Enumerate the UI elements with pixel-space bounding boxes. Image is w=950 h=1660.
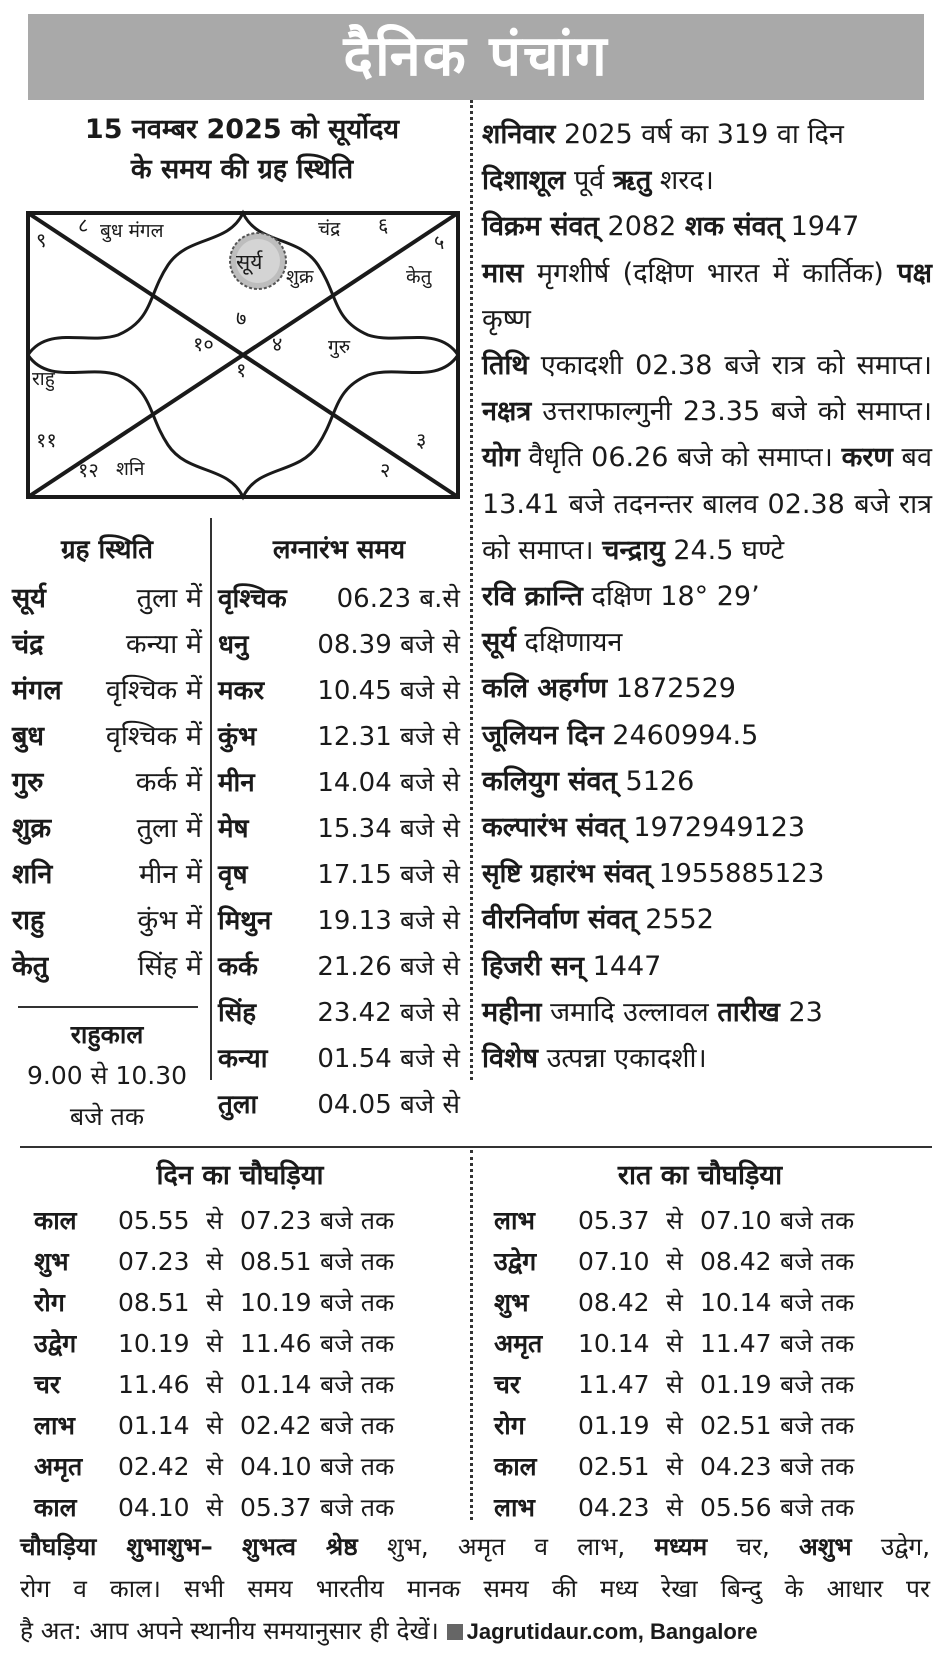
- graha-planet: शुक्र: [12, 813, 52, 844]
- mahina-text: जमादि उल्लावल: [550, 996, 709, 1028]
- house-number-8: ८: [78, 213, 89, 237]
- graha-planet: शनि: [12, 859, 53, 890]
- choghadiya-from: 05.55: [118, 1206, 190, 1235]
- mahina-label: महीना: [482, 996, 542, 1028]
- planet-guru: गुरु: [328, 336, 351, 358]
- graha-rashi: तुला में: [136, 583, 202, 614]
- house-number-12: १२: [78, 458, 99, 482]
- choghadiya-name: चर: [34, 1370, 61, 1399]
- lagna-time: 14.04 बजे से: [317, 768, 460, 798]
- choghadiya-tak: बजे तक: [320, 1411, 395, 1440]
- choghadiya-tak: बजे तक: [780, 1206, 855, 1235]
- graha-sthiti-table: [12, 576, 202, 990]
- choghadiya-to: 05.37: [240, 1493, 312, 1522]
- lagna-time: 23.42 बजे से: [317, 998, 460, 1028]
- choghadiya-row: [34, 1282, 474, 1323]
- choghadiya-row: [494, 1323, 934, 1364]
- choghadiya-tak: बजे तक: [320, 1493, 395, 1522]
- choghadiya-from: 11.47: [578, 1370, 650, 1399]
- choghadiya-to: 01.19: [700, 1370, 772, 1399]
- lagna-row: [218, 714, 460, 760]
- choghadiya-name: अमृत: [494, 1329, 543, 1358]
- graha-rashi: तुला में: [136, 813, 202, 844]
- choghadiya-se: से: [666, 1206, 683, 1235]
- choghadiya-tak: बजे तक: [780, 1452, 855, 1481]
- tarikh-text: 23: [788, 996, 823, 1028]
- kaliyug-label: कलियुग संवत्: [482, 765, 617, 797]
- choghadiya-row: [34, 1405, 474, 1446]
- footer-line3: है अत: आप अपने स्थानीय समयानुसार ही देखें।: [20, 1616, 439, 1645]
- choghadiya-se: से: [206, 1329, 223, 1358]
- choghadiya-se: से: [206, 1452, 223, 1481]
- ritu-text: शरद।: [659, 165, 714, 197]
- choghadiya-to: 04.23: [700, 1452, 772, 1481]
- choghadiya-tak: बजे तक: [320, 1370, 395, 1399]
- house-number-1: १: [236, 358, 247, 382]
- graha-planet: बुध: [12, 721, 45, 752]
- graha-rashi: वृश्चिक में: [105, 721, 202, 752]
- choghadiya-from: 01.19: [578, 1411, 650, 1440]
- kundli-svg: [18, 205, 468, 505]
- graha-row: [12, 898, 202, 944]
- maas-text: मृगशीर्ष (दक्षिण भारत में कार्तिक): [536, 257, 884, 289]
- choghadiya-row: [34, 1487, 474, 1528]
- choghadiya-tak: बजे तक: [320, 1288, 395, 1317]
- choghadiya-se: से: [666, 1411, 683, 1440]
- house-number-10: १०: [193, 332, 214, 356]
- choghadiya-se: से: [206, 1370, 223, 1399]
- chandrayu-label: चन्द्रायु: [602, 534, 665, 566]
- lagna-time: 10.45 बजे से: [317, 676, 460, 706]
- choghadiya-se: से: [666, 1247, 683, 1276]
- graha-rashi: कर्क में: [135, 767, 202, 798]
- lagna-row: [218, 990, 460, 1036]
- graha-row: [12, 668, 202, 714]
- lagna-rashi: कर्क: [218, 952, 258, 982]
- hijri-label: हिजरी सन्: [482, 950, 585, 982]
- lagna-row: [218, 806, 460, 852]
- lagna-row: [218, 576, 460, 622]
- rahukaal-tak: बजे तक: [69, 1102, 145, 1131]
- yog-text: वैधृति 06.26 बजे को समाप्त।: [528, 442, 833, 474]
- choghadiya-name: लाभ: [494, 1206, 536, 1235]
- lagna-row: [218, 1036, 460, 1082]
- day-text: 2025 वर्ष का 319 वा दिन: [563, 119, 844, 150]
- srishti-text: 1955885123: [658, 859, 825, 890]
- lagna-time: 17.15 बजे से: [317, 860, 460, 890]
- choghadiya-from: 04.10: [118, 1493, 190, 1522]
- paksha-text: कृष्ण: [482, 303, 531, 335]
- panchang-details: [482, 112, 932, 1082]
- choghadiya-from: 10.19: [118, 1329, 190, 1358]
- raat-choghadiya-heading: रात का चौघड़िया: [617, 1160, 783, 1191]
- lagna-row: [218, 668, 460, 714]
- lagna-time: 19.13 बजे से: [317, 906, 460, 936]
- choghadiya-name: शुभ: [494, 1288, 529, 1317]
- rahukaal-box: [12, 1014, 202, 1137]
- graha-row: [12, 622, 202, 668]
- planet-budh-mangal: बुध मंगल: [100, 220, 164, 242]
- choghadiya-tak: बजे तक: [780, 1247, 855, 1276]
- raat-choghadiya-table: [494, 1200, 934, 1528]
- lagna-rashi: मीन: [218, 768, 255, 798]
- choghadiya-to: 01.14: [240, 1370, 312, 1399]
- footer-label-ashubh: अशुभ: [799, 1532, 852, 1561]
- choghadiya-se: से: [206, 1411, 223, 1440]
- lagna-rashi: सिंह: [218, 998, 257, 1028]
- choghadiya-tak: बजे तक: [320, 1247, 395, 1276]
- vishesh-label: विशेष: [482, 1043, 538, 1075]
- footer-line2: रोग व काल। सभी समय भारतीय मानक समय की मध्य रेखा बिन्दु के आधार पर: [20, 1574, 930, 1603]
- choghadiya-row: [34, 1446, 474, 1487]
- lagna-rashi: मिथुन: [218, 906, 272, 936]
- graha-sthiti-heading: ग्रह स्थिति: [60, 535, 154, 565]
- choghadiya-tak: बजे तक: [320, 1329, 395, 1358]
- choghadiya-name: उद्वेग: [494, 1247, 537, 1276]
- lagna-time: 04.05 बजे से: [317, 1090, 460, 1120]
- choghadiya-to: 08.51: [240, 1247, 312, 1276]
- choghadiya-row: [494, 1200, 934, 1241]
- choghadiya-se: से: [666, 1370, 683, 1399]
- graha-planet: गुरु: [12, 767, 44, 798]
- lagnarambh-heading: लग्नारंभ समय: [272, 535, 406, 565]
- vishesh-text: उत्पन्ना एकादशी।: [546, 1043, 707, 1075]
- kundli-chart: [18, 205, 468, 505]
- choghadiya-to: 07.10: [700, 1206, 772, 1235]
- choghadiya-from: 02.51: [578, 1452, 650, 1481]
- lagna-row: [218, 760, 460, 806]
- graha-row: [12, 852, 202, 898]
- choghadiya-divider: [20, 1146, 932, 1148]
- tithi-label: तिथि: [482, 350, 529, 382]
- lagna-time: 08.39 बजे से: [317, 630, 460, 660]
- kalparambh-text: 1972949123: [633, 812, 806, 844]
- graha-planet: सूर्य: [12, 583, 46, 614]
- choghadiya-to: 11.46: [240, 1329, 312, 1358]
- surya-ayan-text: दक्षिणायन: [524, 627, 623, 659]
- footer-text-ashubh: उद्वेग,: [880, 1532, 930, 1561]
- choghadiya-from: 08.51: [118, 1288, 190, 1317]
- ritu-label: ऋतु: [612, 165, 652, 197]
- house-number-7: ७: [236, 306, 247, 330]
- graha-row: [12, 760, 202, 806]
- choghadiya-row: [34, 1364, 474, 1405]
- lagna-rashi: तुला: [218, 1090, 258, 1120]
- graha-row: [12, 714, 202, 760]
- veer-text: 2552: [645, 904, 714, 936]
- lagna-row: [218, 1082, 460, 1128]
- choghadiya-from: 04.23: [578, 1493, 650, 1522]
- din-choghadiya-table: [34, 1200, 474, 1528]
- maas-label: मास: [482, 257, 524, 289]
- julian-text: 2460994.5: [612, 719, 759, 751]
- house-number-4: ४: [272, 332, 283, 356]
- choghadiya-se: से: [206, 1247, 223, 1276]
- graha-heading-line1: 15 नवम्बर 2025 को सूर्योदय: [84, 114, 400, 145]
- lagna-row: [218, 898, 460, 944]
- house-number-6: ६: [378, 213, 389, 237]
- shaka-label: शक संवत्: [684, 211, 783, 243]
- dishashool-label: दिशाशूल: [482, 165, 566, 197]
- choghadiya-to: 02.42: [240, 1411, 312, 1440]
- choghadiya-row: [494, 1446, 934, 1487]
- lagna-rashi: वृष: [218, 860, 248, 890]
- choghadiya-se: से: [666, 1452, 683, 1481]
- graha-rashi: सिंह में: [137, 951, 202, 982]
- house-number-2: २: [380, 458, 391, 482]
- choghadiya-row: [494, 1405, 934, 1446]
- lagna-row: [218, 622, 460, 668]
- yog-label: योग: [482, 442, 520, 474]
- choghadiya-se: से: [666, 1329, 683, 1358]
- lagnarambh-table: [218, 576, 460, 1128]
- graha-heading-line2: के समय की ग्रह स्थिति: [130, 154, 354, 185]
- lagna-time: 01.54 बजे से: [317, 1044, 460, 1074]
- choghadiya-to: 10.19: [240, 1288, 312, 1317]
- lagna-rashi: कुंभ: [218, 722, 257, 752]
- hijri-text: 1447: [592, 950, 662, 982]
- choghadiya-se: से: [206, 1493, 223, 1522]
- graha-planet: केतु: [12, 951, 49, 982]
- graha-row: [12, 576, 202, 622]
- nakshatra-text: उत्तराफाल्गुनी 23.35 बजे को समाप्त।: [542, 396, 932, 428]
- veer-label: वीरनिर्वाण संवत्: [482, 904, 637, 936]
- choghadiya-se: से: [206, 1206, 223, 1235]
- planet-shukra: शुक्र: [286, 266, 314, 288]
- choghadiya-from: 02.42: [118, 1452, 190, 1481]
- choghadiya-name: अमृत: [34, 1452, 83, 1481]
- column-divider-left: [210, 518, 212, 1080]
- footer-note: [20, 1526, 930, 1653]
- choghadiya-name: शुभ: [34, 1247, 69, 1276]
- lagna-rashi: मकर: [218, 676, 265, 706]
- kranti-text: दक्षिण 18° 29’: [591, 581, 760, 613]
- lagna-row: [218, 944, 460, 990]
- lagna-time: 21.26 बजे से: [317, 952, 460, 982]
- choghadiya-row: [494, 1241, 934, 1282]
- choghadiya-from: 07.23: [118, 1247, 190, 1276]
- din-choghadiya-heading: दिन का चौघड़िया: [156, 1160, 324, 1191]
- choghadiya-from: 05.37: [578, 1206, 650, 1235]
- footer-site: Jagrutidaur.com, Bangalore: [466, 1619, 758, 1644]
- choghadiya-tak: बजे तक: [780, 1370, 855, 1399]
- house-number-5: ५: [434, 230, 445, 254]
- kalparambh-label: कल्पारंभ संवत्: [482, 812, 625, 844]
- choghadiya-row: [34, 1200, 474, 1241]
- karan-text: बव 13.41 बजे तदनन्तर बालव 02.38 बजे रात्र को समाप्त।: [482, 442, 932, 566]
- vikram-label: विक्रम संवत्: [482, 211, 599, 243]
- choghadiya-name: रोग: [494, 1411, 525, 1440]
- choghadiya-tak: बजे तक: [780, 1411, 855, 1440]
- rahukaal-time: 9.00 से 10.30: [26, 1061, 188, 1090]
- choghadiya-name: काल: [34, 1206, 77, 1235]
- house-number-11: ११: [36, 428, 57, 452]
- choghadiya-row: [494, 1364, 934, 1405]
- shaka-text: 1947: [790, 211, 860, 243]
- graha-rashi: कन्या में: [125, 629, 202, 660]
- choghadiya-name: काल: [34, 1493, 77, 1522]
- choghadiya-to: 02.51: [700, 1411, 772, 1440]
- choghadiya-tak: बजे तक: [780, 1493, 855, 1522]
- lagna-row: [218, 852, 460, 898]
- choghadiya-from: 07.10: [578, 1247, 650, 1276]
- choghadiya-name: लाभ: [34, 1411, 76, 1440]
- choghadiya-name: उद्वेग: [34, 1329, 77, 1358]
- choghadiya-to: 07.23: [240, 1206, 312, 1235]
- rahukaal-divider: [18, 1006, 198, 1008]
- planet-surya: सूर्य: [236, 250, 263, 274]
- choghadiya-tak: बजे तक: [320, 1452, 395, 1481]
- footer-text-shreshth: शुभ, अमृत व लाभ,: [386, 1532, 626, 1561]
- kranti-label: रवि क्रान्ति: [482, 581, 583, 613]
- choghadiya-to: 10.14: [700, 1288, 772, 1317]
- choghadiya-name: लाभ: [494, 1493, 536, 1522]
- house-number-3: ३: [416, 428, 427, 452]
- planet-shani: शनि: [116, 458, 145, 480]
- graha-heading: [22, 110, 462, 190]
- choghadiya-to: 11.47: [700, 1329, 772, 1358]
- choghadiya-tak: बजे तक: [320, 1206, 395, 1235]
- lagna-rashi: मेष: [218, 814, 249, 844]
- choghadiya-from: 08.42: [578, 1288, 650, 1317]
- planet-chandra: चंद्र: [318, 218, 341, 240]
- choghadiya-name: चर: [494, 1370, 521, 1399]
- graha-rashi: वृश्चिक में: [105, 675, 202, 706]
- paksha-label: पक्ष: [897, 257, 932, 289]
- choghadiya-from: 01.14: [118, 1411, 190, 1440]
- day-label: शनिवार: [482, 119, 556, 150]
- choghadiya-name: रोग: [34, 1288, 65, 1317]
- choghadiya-to: 04.10: [240, 1452, 312, 1481]
- footer-label-shreshth: शुभत्व श्रेष्ठ: [241, 1532, 358, 1561]
- choghadiya-from: 11.46: [118, 1370, 190, 1399]
- footer-text-madhyam: चर,: [736, 1532, 770, 1561]
- choghadiya-tak: बजे तक: [780, 1288, 855, 1317]
- lagna-rashi: धनु: [218, 630, 249, 660]
- choghadiya-se: से: [666, 1288, 683, 1317]
- page-title: दैनिक पंचांग: [28, 14, 924, 100]
- ahargan-label: कलि अहर्गण: [482, 673, 608, 705]
- lagna-time: 06.23 ब.से: [336, 584, 460, 614]
- tarikh-label: तारीख: [717, 996, 780, 1028]
- choghadiya-tak: बजे तक: [780, 1329, 855, 1358]
- house-number-9: ९: [36, 228, 47, 252]
- graha-planet: मंगल: [12, 675, 62, 706]
- tithi-text: एकादशी 02.38 बजे रात्र को समाप्त।: [540, 350, 932, 382]
- dishashool-text: पूर्व: [573, 165, 605, 197]
- choghadiya-name: काल: [494, 1452, 537, 1481]
- choghadiya-from: 10.14: [578, 1329, 650, 1358]
- choghadiya-to: 08.42: [700, 1247, 772, 1276]
- nakshatra-label: नक्षत्र: [482, 396, 532, 428]
- lagna-rashi: वृश्चिक: [218, 584, 287, 614]
- planet-rahu: राहु: [32, 368, 55, 390]
- karan-label: करण: [841, 442, 893, 474]
- kaliyug-text: 5126: [625, 765, 695, 797]
- choghadiya-row: [494, 1487, 934, 1528]
- julian-label: जूलियन दिन: [482, 719, 604, 751]
- footer-label-shubhashubh: चौघड़िया शुभाशुभ–: [20, 1532, 213, 1561]
- srishti-label: सृष्टि ग्रहारंभ संवत्: [482, 859, 651, 890]
- square-bullet-icon: [447, 1624, 463, 1640]
- column-divider-top: [470, 100, 473, 1080]
- lagna-time: 15.34 बजे से: [317, 814, 460, 844]
- choghadiya-se: से: [666, 1493, 683, 1522]
- graha-planet: राहु: [12, 905, 45, 936]
- choghadiya-row: [34, 1241, 474, 1282]
- vikram-text: 2082: [607, 211, 677, 243]
- choghadiya-row: [34, 1323, 474, 1364]
- graha-row: [12, 806, 202, 852]
- ahargan-text: 1872529: [615, 673, 736, 705]
- choghadiya-row: [494, 1282, 934, 1323]
- footer-label-madhyam: मध्यम: [654, 1532, 708, 1561]
- lagna-rashi: कन्या: [218, 1044, 268, 1074]
- choghadiya-se: से: [206, 1288, 223, 1317]
- graha-row: [12, 944, 202, 990]
- graha-rashi: मीन में: [139, 859, 202, 890]
- graha-planet: चंद्र: [12, 629, 44, 660]
- rahukaal-heading: राहुकाल: [70, 1020, 144, 1049]
- choghadiya-to: 05.56: [700, 1493, 772, 1522]
- chandrayu-text: 24.5 घण्टे: [673, 534, 785, 566]
- graha-rashi: कुंभ में: [137, 905, 202, 936]
- surya-ayan-label: सूर्य: [482, 627, 516, 659]
- planet-ketu: केतु: [406, 266, 432, 288]
- lagna-time: 12.31 बजे से: [317, 722, 460, 752]
